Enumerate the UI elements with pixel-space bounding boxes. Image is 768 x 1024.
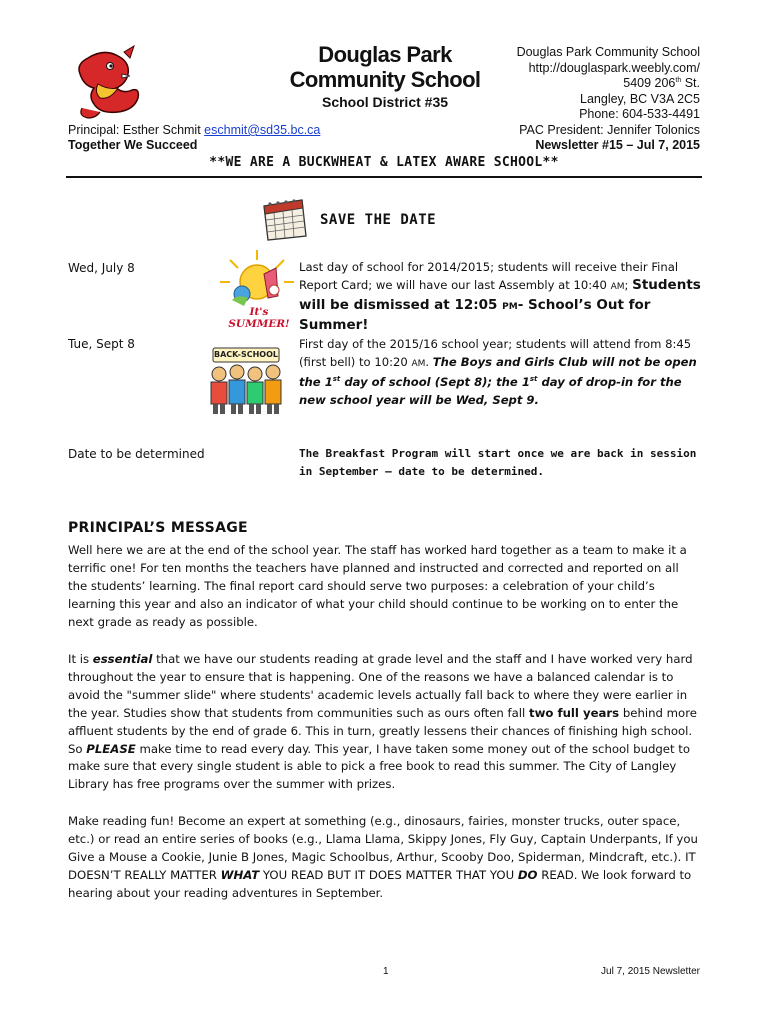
event-description: First day of the 2015/16 school year; students will attend from 8:45 (first bell) to 10:20 AM. The Boys and Girls Club will not be open the 1st day of school (Sept 8); the 1st day of drop-in for the new school year will be Wed, Sept 9. <box>299 337 697 407</box>
message-paragraph: It is essential that we have our students reading at grade level and the staff and I have worked very hard throughout the year to ensure that is happening. One of the reasons we have a balanced calendar is to avoid the "summer slide" where students' academic levels actually fall back to where they were earlier in the year. Studies show that students from communities such as ours often fall two full years behind more affluent students by the end of grade 6. This in turn, greatly lessens their chances of finishing high school. So PLEASE make time to read every day. This year, I have taken some money out of the school budget to make sure that every single student is able to pick a free book to read this summer. The City of Langley Library has free programs over the summer with prizes. <box>68 652 697 792</box>
message-paragraph: Make reading fun! Become an expert at something (e.g., dinosaurs, fairies, monster trucks, outer space, etc.) or read an entire series of books (e.g., Llama Llama, Skippy Jones, Fly Guy, Captain Underpants, If you Give a Mouse a Cookie, Junie B Jones, Magic Schoolbus, Arthur, Scooby Doo, Spiderman, Mindcraft, etc.). IT DOESN’T REALLY MATTER WHAT YOU READ BUT IT DOES MATTER THAT YOU DO READ. We look forward to hearing about your reading adventures in September. <box>68 814 698 900</box>
dragon-logo-icon <box>74 44 144 120</box>
address-street: 5409 206th St. <box>623 76 700 91</box>
event-date: Wed, July 8 <box>68 261 135 275</box>
pac-president: PAC President: Jennifer Tolonics <box>519 123 700 137</box>
school-address-block <box>517 45 700 123</box>
principal-label: Principal: Esther Schmit <box>68 123 205 137</box>
page-number: 1 <box>383 966 389 977</box>
event-date: Date to be determined <box>68 447 205 461</box>
principal-line <box>68 123 320 137</box>
allergy-banner: **WE ARE A BUCKWHEAT & LATEX AWARE SCHOOL** <box>209 155 559 170</box>
school-motto: Together We Succeed <box>68 138 198 152</box>
summer-image-caption: It's SUMMER! <box>228 306 290 330</box>
address-school-name: Douglas Park Community School <box>516 45 700 59</box>
event-description: The Breakfast Program will start once we are back in session in September – date to be determined. <box>299 447 697 478</box>
message-paragraph: Well here we are at the end of the school year. The staff has worked hard together as a team to make it a terrific one! For ten months the teachers have planned and instructed and corrected and reported on all the students’ learning. The final report card should serve two purposes: a celebration of your child’s learning this year and also an indicator of what your child should continue to be working on to enter the next grade as ready as possible. <box>68 543 687 629</box>
school-name-line2: Community School <box>289 67 481 92</box>
save-the-date-title: SAVE THE DATE <box>320 212 437 228</box>
summer-sun-icon <box>218 248 296 330</box>
school-name-line1: Douglas Park <box>318 42 452 67</box>
principal-message-title: PRINCIPAL’S MESSAGE <box>68 520 248 536</box>
event-date: Tue, Sept 8 <box>68 337 135 351</box>
address-url[interactable]: http://douglaspark.weebly.com/ <box>528 60 700 75</box>
address-city: Langley, BC V3A 2C5 <box>580 91 700 106</box>
back-to-school-kids-icon <box>205 344 287 418</box>
header-divider <box>66 176 702 178</box>
newsletter-number: Newsletter #15 – Jul 7, 2015 <box>535 138 700 152</box>
address-phone: Phone: 604-533-4491 <box>579 107 700 122</box>
principal-email-link[interactable]: eschmit@sd35.bc.ca <box>204 123 321 137</box>
footer-label: Jul 7, 2015 Newsletter <box>601 966 700 977</box>
event-description: Last day of school for 2014/2015; students will receive their Final Report Card; we will have our last Assembly at 10:40 AM; Students will be dismissed at 12:05 PM- School’s Out for Summer! <box>299 260 701 333</box>
school-district: School District #35 <box>321 94 449 110</box>
calendar-icon <box>258 196 310 242</box>
back-to-school-caption: BACK-SCHOOL <box>213 350 278 359</box>
